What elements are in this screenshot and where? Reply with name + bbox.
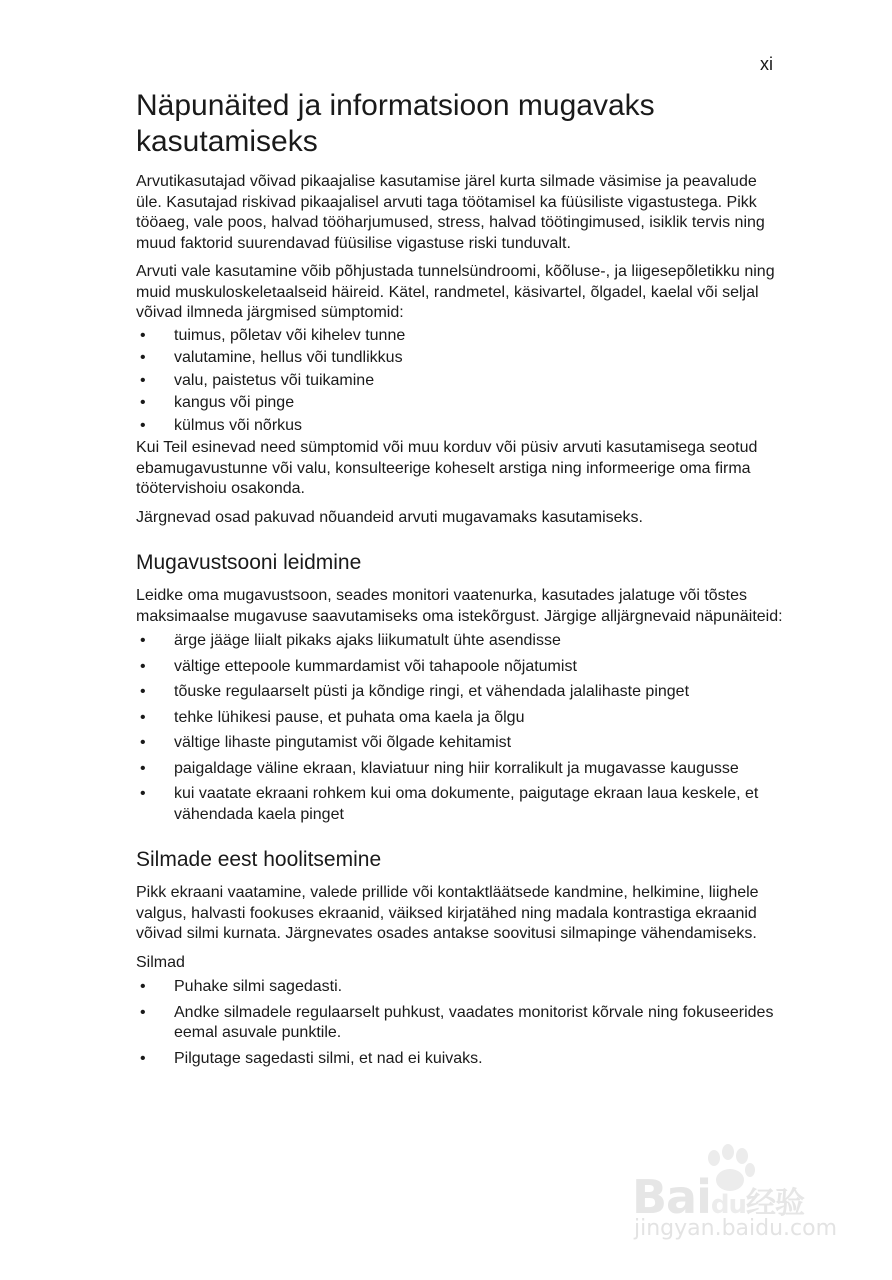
comfort-zone-list: [136, 631, 786, 825]
eyes-subheading: Silmad: [136, 953, 185, 971]
page-title: Näpunäited ja informatsioon mugavaks kasutamiseks: [136, 89, 655, 158]
watermark-logo-main: Bai: [632, 1170, 711, 1224]
list-item: • vältige ettepoole kummardamist või tahapoole nõjatumist: [136, 657, 786, 678]
watermark-logo-cn: 经验: [746, 1186, 804, 1221]
list-item: • ärge jääge liialt pikaks ajaks liikumatult ühte asendisse: [136, 631, 786, 652]
comfort-zone-paragraph: Leidke oma mugavustsoon, seades monitori vaatenurka, kasutades jalatuge või tõstes maksimaalse mugavuse saavutamiseks oma istekõrgust. Järgige alljärgnevaid näpunäiteid:: [136, 587, 783, 625]
eye-care-paragraph: Pikk ekraani vaatamine, valede prillide või kontaktläätsede kandmine, helkimine, liighele valgus, halvasti fookuses ekraanid, väiksed kirjatähed ning madala kontrastiga ekraanid võivad silmi kurnata. Järgnevates osades antakse soovitusi silmapinge vähendamiseks.: [136, 884, 759, 942]
intro-paragraph-3: Kui Teil esinevad need sümptomid või muu korduv või püsiv arvuti kasutamisega seotud ebamugavustunne või valu, konsulteerige koheselt arstiga ning informeerige oma firma töötervishoiu osakonda.: [136, 439, 758, 497]
list-item: • Pilgutage sagedasti silmi, et nad ei kuivaks.: [136, 1049, 786, 1070]
list-item: • külmus või nõrkus: [136, 416, 786, 437]
watermark-logo-du: du: [710, 1190, 746, 1220]
list-item: • Andke silmadele regulaarselt puhkust, vaadates monitorist kõrvale ning fokuseerides eemal asuvale punktile.: [136, 1003, 786, 1044]
eyes-list: [136, 977, 786, 1069]
page-number: xi: [760, 54, 773, 74]
intro-paragraph-4: Järgnevad osad pakuvad nõuandeid arvuti mugavamaks kasutamiseks.: [136, 508, 643, 526]
list-item: • vältige lihaste pingutamist või õlgade kehitamist: [136, 733, 786, 754]
document-body: [136, 88, 786, 1074]
list-item: • Puhake silmi sagedasti.: [136, 977, 786, 998]
list-item: • tuimus, põletav või kihelev tunne: [136, 326, 786, 347]
list-item: • paigaldage väline ekraan, klaviatuur ning hiir korralikult ja mugavasse kaugusse: [136, 759, 786, 780]
intro-paragraph-2: Arvuti vale kasutamine võib põhjustada tunnelsündroomi, kõõluse-, ja liigesepõletikku ning muid muskuloskeletaalseid häireid. Kätel, randmetel, käsivartel, õlgadel, kaelal või seljal võivad ilmneda järgmised sümptomid:: [136, 263, 775, 321]
intro-paragraph-1: Arvutikasutajad võivad pikaajalise kasutamise järel kurta silmade väsimise ja peavalude üle. Kasutajad riskivad pikaajalisel arvuti taga töötamisel ka füüsiliste vigastustega. Pikk tööaeg, vale poos, halvad tööharjumused, stress, halvad töötingimused, isiklik tervis ning muud faktorid suurendavad füüsilise vigastuse riski tunduvalt.: [136, 173, 765, 252]
list-item: • valu, paistetus või tuikamine: [136, 371, 786, 392]
list-item: • kangus või pinge: [136, 393, 786, 414]
list-item: • kui vaatate ekraani rohkem kui oma dokumente, paigutage ekraan laua keskele, et vähendada kaela pinget: [136, 784, 786, 825]
section-heading-comfort-zone: Mugavustsooni leidmine: [136, 551, 362, 574]
baidu-watermark: [632, 1140, 842, 1250]
list-item: • tehke lühikesi pause, et puhata oma kaela ja õlgu: [136, 708, 786, 729]
list-item: • valutamine, hellus või tundlikkus: [136, 348, 786, 369]
watermark-url: jingyan.baidu.com: [634, 1216, 838, 1241]
symptom-list: [136, 326, 786, 437]
section-heading-eye-care: Silmade eest hoolitsemine: [136, 848, 382, 871]
list-item: • tõuske regulaarselt püsti ja kõndige ringi, et vähendada jalalihaste pinget: [136, 682, 786, 703]
